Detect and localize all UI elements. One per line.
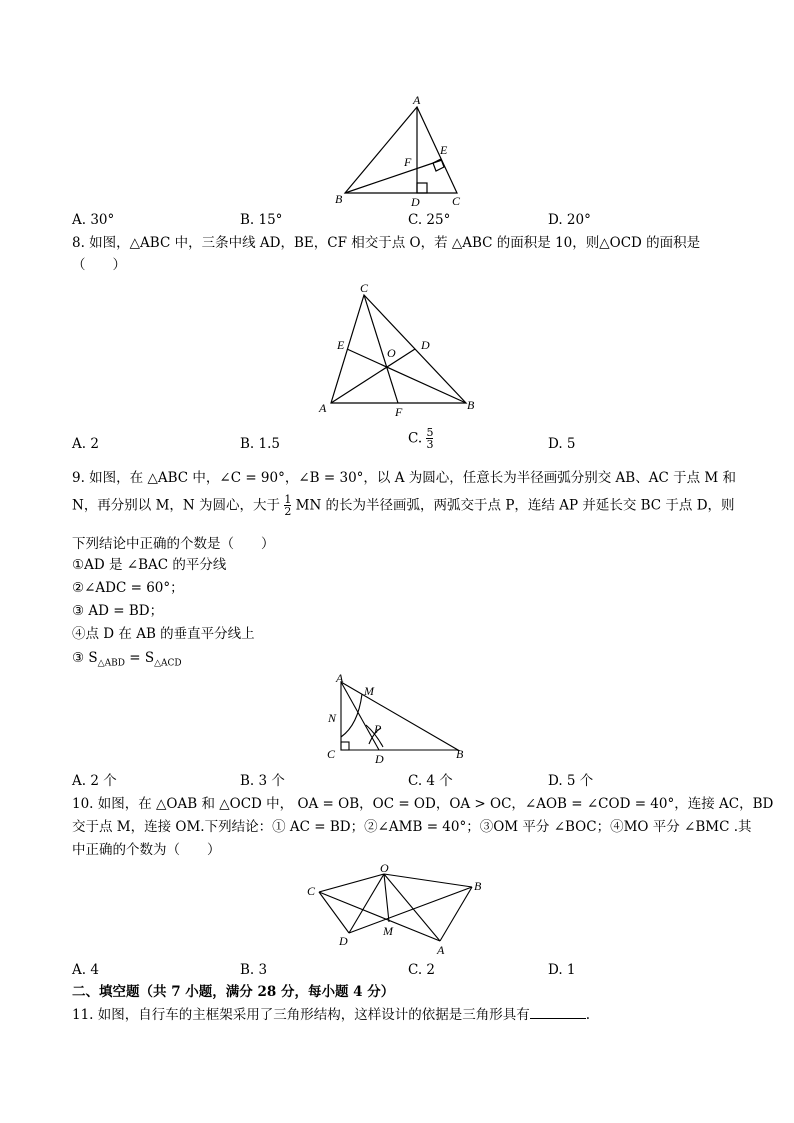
q8-option-b: B. 1.5 <box>240 436 280 452</box>
q8-option-c-denominator: 3 <box>426 438 434 451</box>
q9-c5-sub1: △ABD <box>97 658 125 669</box>
q9-label-m: M <box>364 684 374 698</box>
q10-stem-line3: 中正确的个数为（ ） <box>72 842 221 858</box>
q9-label-n: N <box>328 711 337 725</box>
q9-c5-prefix: ③ S <box>72 650 98 666</box>
q9-conclusion-3: ③ AD = BD； <box>72 603 164 619</box>
q9-label-a: A <box>336 671 344 685</box>
q11-stem-text: 11. 如图，自行车的主框架采用了三角形结构，这样设计的依据是三角形具有 <box>72 1007 530 1023</box>
q8-label-o: O <box>387 346 396 360</box>
q7-option-b: B. 15° <box>240 212 283 228</box>
q10-stem-line2: 交于点 M，连接 OM.下列结论：① AC = BD；②∠AMB = 40°；③OM 平分 ∠BOC；④MO 平分 ∠BMC .其 <box>72 819 752 835</box>
q9-option-d: D. 5 个 <box>548 773 594 789</box>
q7-option-a: A. 30° <box>72 212 115 228</box>
q7-option-d: D. 20° <box>548 212 591 228</box>
q8-label-a: A <box>319 401 327 415</box>
q9-conclusion-2: ②∠ADC = 60°； <box>72 580 184 596</box>
q8-stem-line2: （ ） <box>72 257 126 273</box>
q9-frac-num: 1 <box>284 493 292 506</box>
q10-label-c: C <box>307 884 316 898</box>
q11-stem-end: . <box>585 1007 591 1023</box>
q9-stem-line3: 下列结论中正确的个数是（ ） <box>72 536 275 552</box>
q10-label-a: A <box>437 943 445 957</box>
q8-option-d: D. 5 <box>548 436 576 452</box>
q10-option-d: D. 1 <box>548 962 576 978</box>
q10-stem-line1: 10. 如图，在 △OAB 和 △OCD 中， OA = OB，OC = OD，OA > OC，∠AOB = ∠COD = 40°，连接 AC，BD <box>72 796 774 812</box>
q8-option-c-numerator: 5 <box>426 426 434 439</box>
q8-stem-line1: 8. 如图，△ABC 中，三条中线 AD，BE，CF 相交于点 O，若 △ABC 的面积是 10，则△OCD 的面积是 <box>72 235 701 251</box>
q11-answer-blank[interactable] <box>530 1006 586 1019</box>
q7-label-f: F <box>404 155 412 169</box>
q10-label-o: O <box>380 861 389 875</box>
q7-label-a: A <box>413 93 421 107</box>
q9-label-d: D <box>375 752 384 766</box>
q9-option-c: C. 4 个 <box>408 773 453 789</box>
q8-label-c: C <box>360 281 369 295</box>
q7-label-e: E <box>440 143 448 157</box>
q9-stem-line1: 9. 如图，在 △ABC 中，∠C = 90°，∠B = 30°，以 A 为圆心，任意长为半径画弧分别交 AB、AC 于点 M 和 <box>72 470 736 486</box>
q8-label-d: D <box>421 338 430 352</box>
q9-c5-sub2: △ACD <box>154 658 182 669</box>
q9-stem-line2-b: MN 的长为半径画弧，两弧交于点 P，连结 AP 并延长交 BC 于点 D，则 <box>295 497 735 514</box>
q9-conclusion-4: ④点 D 在 AB 的垂直平分线上 <box>72 626 255 642</box>
q9-label-p: P <box>374 722 382 736</box>
q9-c5-mid: = S <box>124 650 155 666</box>
q9-option-a: A. 2 个 <box>72 773 117 789</box>
q10-label-d: D <box>339 934 348 948</box>
q9-option-b: B. 3 个 <box>240 773 285 789</box>
section2-heading: 二、填空题（共 7 小题，满分 28 分，每小题 4 分） <box>72 984 395 1000</box>
q9-conclusion-1: ①AD 是 ∠BAC 的平分线 <box>72 557 227 573</box>
q7-label-c: C <box>452 194 461 208</box>
q10-option-c: C. 2 <box>408 962 436 978</box>
q10-label-m: M <box>383 924 393 938</box>
q7-label-d: D <box>411 195 420 209</box>
q7-option-c: C. 25° <box>408 212 451 228</box>
q9-stem-line2-a: N，再分别以 M，N 为圆心，大于 <box>72 497 281 514</box>
q8-label-f: F <box>395 405 403 419</box>
q7-label-b: B <box>335 192 343 206</box>
q9-label-c: C <box>327 747 336 761</box>
q8-option-c-prefix: C. <box>408 430 423 447</box>
q8-label-b: B <box>467 398 475 412</box>
q8-option-a: A. 2 <box>72 436 99 452</box>
q10-option-a: A. 4 <box>72 962 99 978</box>
q8-label-e: E <box>337 338 345 352</box>
q10-option-b: B. 3 <box>240 962 268 978</box>
q9-label-b: B <box>456 747 464 761</box>
q9-frac-den: 2 <box>284 505 292 518</box>
q10-label-b: B <box>474 879 482 893</box>
q11-stem <box>72 1006 590 1024</box>
